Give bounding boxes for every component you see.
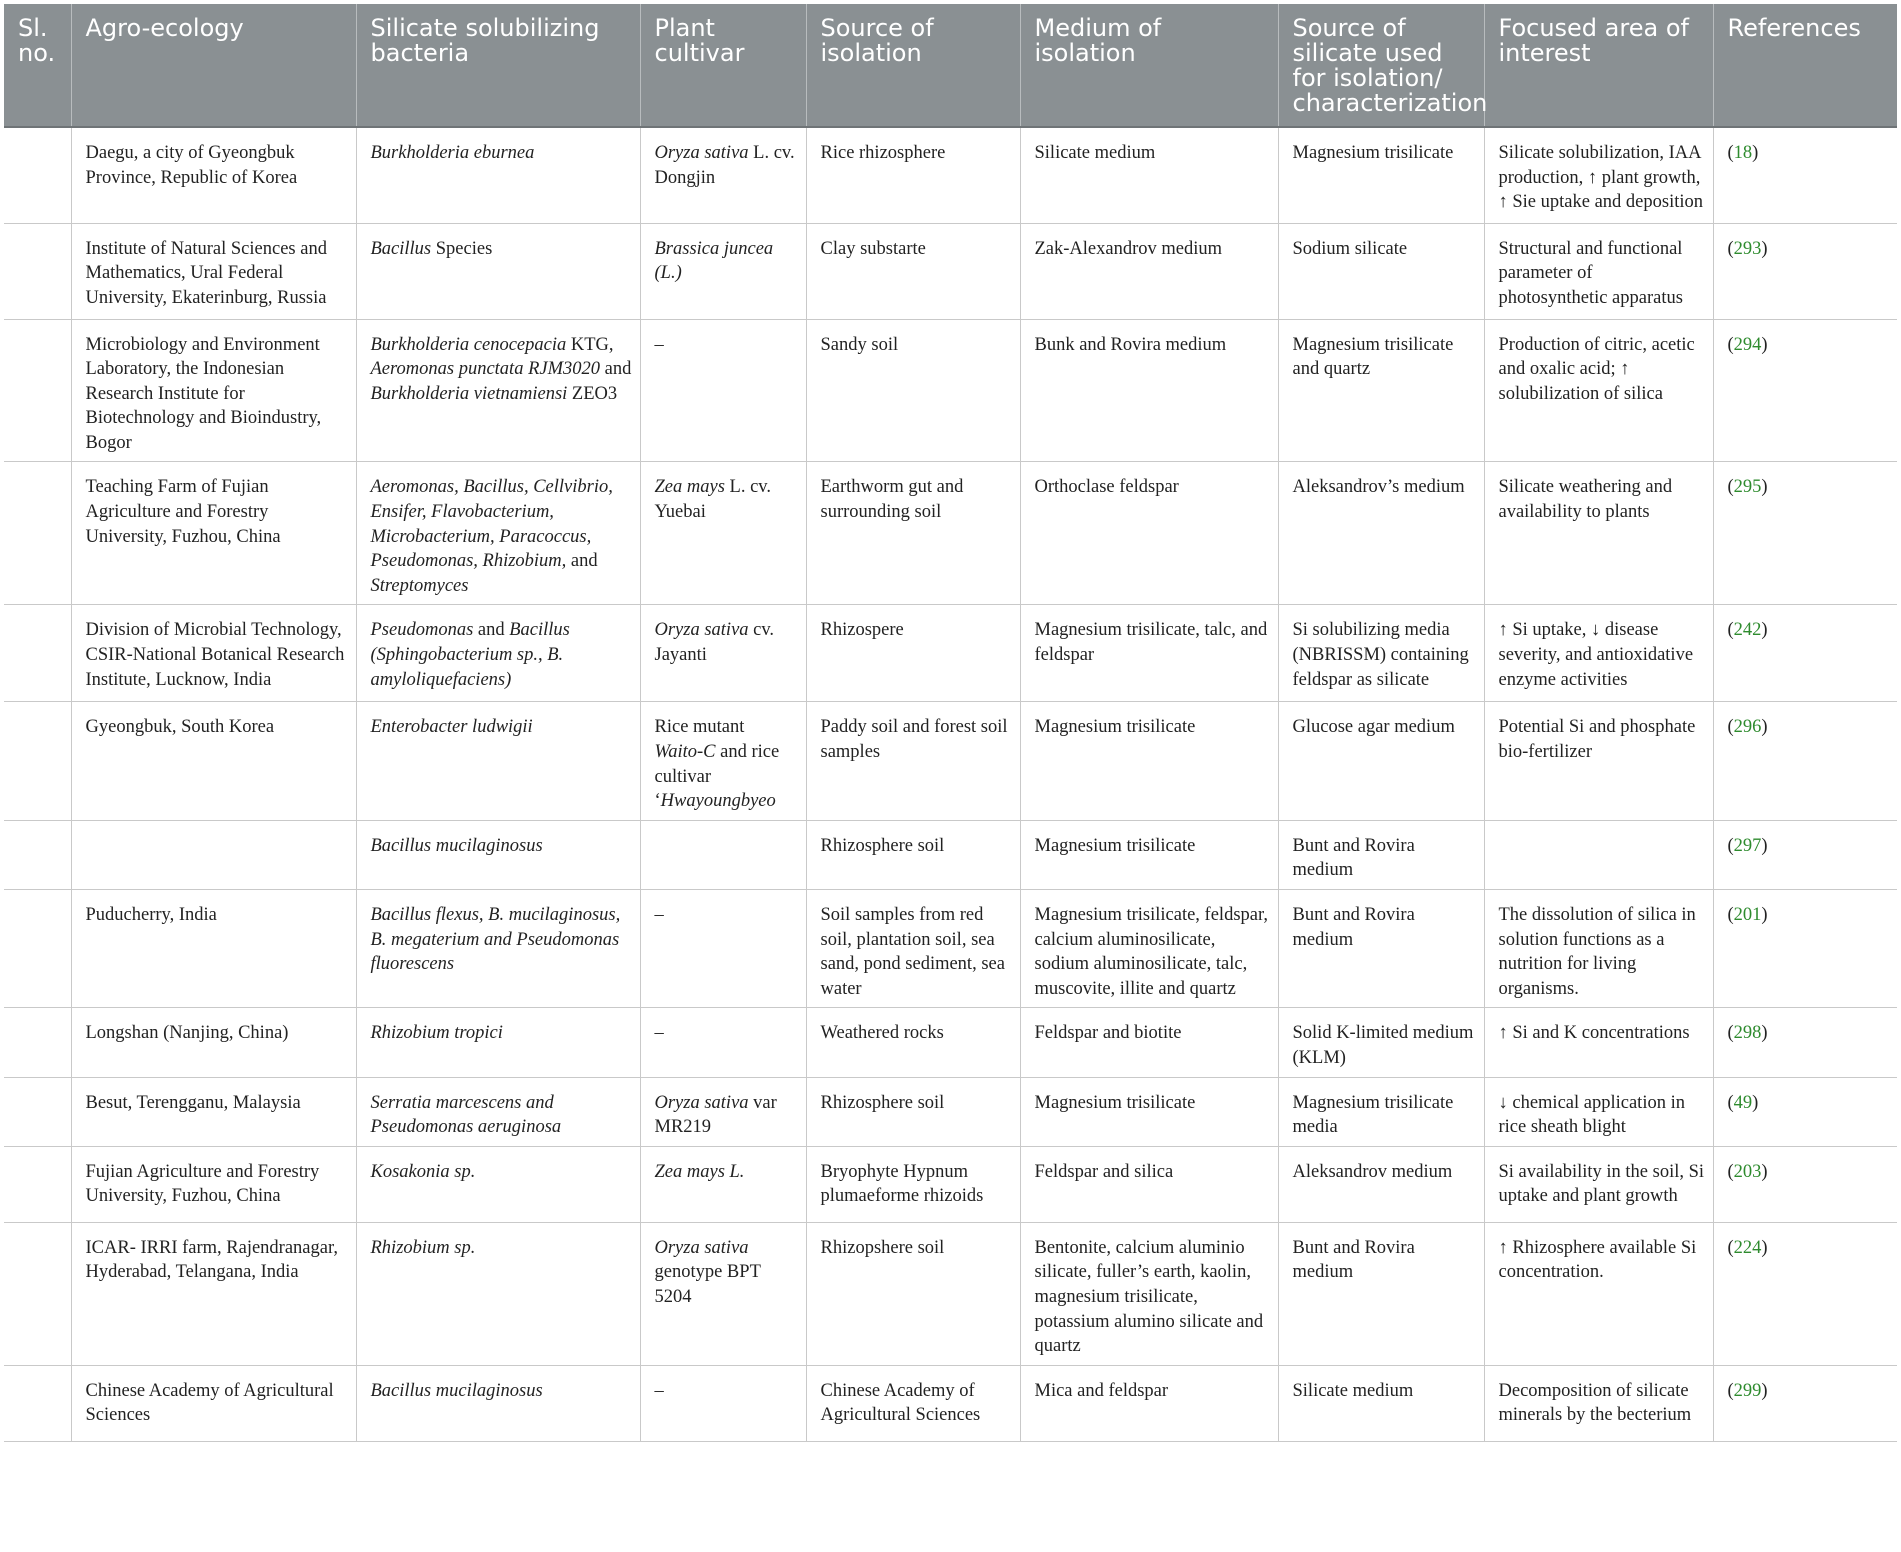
cell-slno: [4, 319, 71, 462]
cell-bacteria-text: Kosakonia sp.: [370, 1161, 476, 1182]
cell-focused-area: ↑ Si uptake, ↓ disease severity, and antioxidative enzyme activities: [1484, 605, 1713, 702]
cell-plant-cultivar-text: Brassica juncea (L.): [654, 238, 774, 284]
cell-source-of-isolation: Bryophyte Hypnum plumaeforme rhizoids: [806, 1146, 1020, 1222]
cell-reference: (201): [1713, 890, 1897, 1008]
cell-bacteria-text: Burkholderia vietnamiensi: [370, 383, 568, 404]
reference-link[interactable]: 296: [1733, 717, 1762, 738]
cell-reference: (296): [1713, 702, 1897, 820]
header-focused-area: Focused area of interest: [1484, 4, 1713, 127]
cell-source-of-silicate: Glucose agar medium: [1278, 702, 1484, 820]
cell-agro-ecology: Division of Microbial Technology, CSIR-National Botanical Research Institute, Lucknow, India: [71, 605, 356, 702]
cell-source-of-isolation: Paddy soil and forest soil samples: [806, 702, 1020, 820]
header-medium-of-isolation: Medium of isolation: [1020, 4, 1278, 127]
cell-reference: (294): [1713, 319, 1897, 462]
cell-agro-ecology: Besut, Terengganu, Malaysia: [71, 1077, 356, 1146]
cell-source-of-isolation: Rhizopshere soil: [806, 1222, 1020, 1365]
reference-link[interactable]: 293: [1733, 238, 1762, 259]
cell-plant-cultivar: [640, 1077, 806, 1146]
cell-plant-cultivar-text: Zea mays L.: [654, 1161, 745, 1182]
cell-medium-of-isolation: Bentonite, calcium aluminio silicate, fuller’s earth, kaolin, magnesium trisilicate, potassium alumino silicate and quartz: [1020, 1222, 1278, 1365]
cell-source-of-silicate: Bunt and Rovira medium: [1278, 1222, 1484, 1365]
cell-plant-cultivar: [640, 462, 806, 605]
cell-focused-area: Structural and functional parameter of photosynthetic apparatus: [1484, 223, 1713, 319]
cell-plant-cultivar-text: Hwayoungbyeo: [660, 791, 776, 812]
cell-plant-cultivar: [640, 1365, 806, 1441]
cell-plant-cultivar-text: Oryza sativa: [654, 1092, 749, 1113]
cell-plant-cultivar-text: var MR219: [654, 1092, 777, 1138]
cell-bacteria-text: and: [600, 359, 632, 380]
header-agro-ecology: Agro-ecology: [71, 4, 356, 127]
cell-bacteria: [356, 1146, 640, 1222]
cell-source-of-silicate: Magnesium trisilicate: [1278, 127, 1484, 223]
cell-bacteria-text: Bacillus mucilaginosus: [370, 1380, 543, 1401]
cell-slno: [4, 223, 71, 319]
reference-link[interactable]: 201: [1733, 905, 1762, 925]
cell-source-of-silicate: Magnesium trisilicate media: [1278, 1077, 1484, 1146]
cell-plant-cultivar-text: –: [654, 1380, 664, 1401]
cell-medium-of-isolation: Silicate medium: [1020, 127, 1278, 223]
cell-source-of-silicate: Bunt and Rovira medium: [1278, 890, 1484, 1008]
cell-plant-cultivar-text: Rice mutant: [654, 717, 745, 738]
reference-link[interactable]: 294: [1733, 334, 1762, 355]
cell-bacteria: [356, 1222, 640, 1365]
cell-medium-of-isolation: Mica and feldspar: [1020, 1365, 1278, 1441]
header-slno: Sl. no.: [4, 4, 71, 127]
table-row: [4, 605, 1897, 702]
cell-slno: [4, 1077, 71, 1146]
cell-bacteria-text: Aeromonas, Bacillus, Cellvibrio, Ensifer, Flavobacterium, Microbacterium, Paracoccus, Pseudomonas, Rhizobium,: [370, 477, 613, 572]
cell-agro-ecology: Teaching Farm of Fujian Agriculture and Forestry University, Fuzhou, China: [71, 462, 356, 605]
cell-plant-cultivar: [640, 223, 806, 319]
cell-focused-area: The dissolution of silica in solution functions as a nutrition for living organisms.: [1484, 890, 1713, 1008]
cell-plant-cultivar-text: Zea mays: [654, 477, 725, 498]
cell-reference: (203): [1713, 1146, 1897, 1222]
cell-focused-area: Silicate weathering and availability to plants: [1484, 462, 1713, 605]
cell-source-of-isolation: Rice rhizosphere: [806, 127, 1020, 223]
cell-slno: [4, 127, 71, 223]
cell-bacteria: [356, 462, 640, 605]
cell-bacteria-text: ZEO3: [567, 383, 618, 404]
reference-link[interactable]: 18: [1733, 143, 1753, 163]
cell-source-of-isolation: Clay substarte: [806, 223, 1020, 319]
cell-reference: (242): [1713, 605, 1897, 702]
cell-bacteria: [356, 605, 640, 702]
reference-link[interactable]: 224: [1733, 1237, 1762, 1258]
cell-source-of-isolation: Weathered rocks: [806, 1008, 1020, 1077]
cell-bacteria-text: Species: [431, 238, 493, 259]
table-row: [4, 1222, 1897, 1365]
cell-source-of-silicate: Aleksandrov’s medium: [1278, 462, 1484, 605]
cell-bacteria: [356, 223, 640, 319]
cell-agro-ecology: Chinese Academy of Agricultural Sciences: [71, 1365, 356, 1441]
cell-bacteria: [356, 890, 640, 1008]
cell-focused-area: ↓ chemical application in rice sheath blight: [1484, 1077, 1713, 1146]
table-row: [4, 1077, 1897, 1146]
table-row: [4, 1008, 1897, 1077]
cell-source-of-silicate: Magnesium trisilicate and quartz: [1278, 319, 1484, 462]
cell-agro-ecology: Microbiology and Environment Laboratory, the Indonesian Research Institute for Biotechnology and Bioindustry, Bogor: [71, 319, 356, 462]
cell-medium-of-isolation: Feldspar and biotite: [1020, 1008, 1278, 1077]
reference-link[interactable]: 49: [1733, 1092, 1753, 1113]
cell-bacteria: [356, 1008, 640, 1077]
cell-source-of-isolation: Soil samples from red soil, plantation soil, sea sand, pond sediment, sea water: [806, 890, 1020, 1008]
cell-source-of-isolation: Chinese Academy of Agricultural Sciences: [806, 1365, 1020, 1441]
cell-bacteria-text: Pseudomonas: [370, 620, 474, 641]
cell-medium-of-isolation: Zak-Alexandrov medium: [1020, 223, 1278, 319]
cell-plant-cultivar-text: Oryza sativa: [654, 1237, 749, 1258]
cell-focused-area: Silicate solubilization, IAA production, ↑ plant growth, ↑ Sie uptake and deposition: [1484, 127, 1713, 223]
silicate-bacteria-table: [4, 4, 1897, 1442]
cell-reference: (298): [1713, 1008, 1897, 1077]
header-source-of-silicate: Source of silicate used for isolation/ characterization: [1278, 4, 1484, 127]
cell-agro-ecology: [71, 820, 356, 889]
cell-bacteria-text: and: [473, 620, 510, 641]
cell-focused-area: ↑ Si and K concentrations: [1484, 1008, 1713, 1077]
cell-bacteria-text: Serratia marcescens and Pseudomonas aeruginosa: [370, 1092, 562, 1138]
cell-plant-cultivar: [640, 127, 806, 223]
cell-source-of-isolation: Rhizosphere soil: [806, 820, 1020, 889]
cell-slno: [4, 1008, 71, 1077]
cell-slno: [4, 1365, 71, 1441]
cell-plant-cultivar: [640, 319, 806, 462]
table-row: [4, 820, 1897, 889]
cell-plant-cultivar-text: genotype BPT 5204: [654, 1262, 761, 1307]
cell-bacteria-text: Bacillus (Sphingobacterium sp., B. amyloliquefaciens): [370, 620, 570, 690]
reference-link[interactable]: 242: [1733, 620, 1762, 641]
cell-medium-of-isolation: Magnesium trisilicate, feldspar, calcium aluminosilicate, sodium aluminosilicate, talc, muscovite, illite and quartz: [1020, 890, 1278, 1008]
cell-reference: (295): [1713, 462, 1897, 605]
cell-focused-area: Production of citric, acetic and oxalic acid; ↑ solubilization of silica: [1484, 319, 1713, 462]
cell-plant-cultivar: [640, 605, 806, 702]
cell-slno: [4, 1222, 71, 1365]
cell-source-of-silicate: Aleksandrov medium: [1278, 1146, 1484, 1222]
cell-bacteria: [356, 1077, 640, 1146]
cell-focused-area: [1484, 820, 1713, 889]
cell-medium-of-isolation: Bunk and Rovira medium: [1020, 319, 1278, 462]
header-references: References: [1713, 4, 1897, 127]
cell-slno: [4, 820, 71, 889]
cell-bacteria: [356, 702, 640, 820]
cell-slno: [4, 890, 71, 1008]
cell-source-of-isolation: Rhizospere: [806, 605, 1020, 702]
cell-medium-of-isolation: Orthoclase feldspar: [1020, 462, 1278, 605]
cell-bacteria: [356, 127, 640, 223]
cell-focused-area: Si availability in the soil, Si uptake and plant growth: [1484, 1146, 1713, 1222]
cell-bacteria: [356, 820, 640, 889]
cell-source-of-silicate: Bunt and Rovira medium: [1278, 820, 1484, 889]
cell-focused-area: ↑ Rhizosphere available Si concentration.: [1484, 1222, 1713, 1365]
reference-link[interactable]: 297: [1733, 835, 1762, 856]
cell-slno: [4, 462, 71, 605]
reference-link[interactable]: 298: [1733, 1023, 1762, 1044]
cell-reference: (49): [1713, 1077, 1897, 1146]
cell-plant-cultivar-text: Oryza sativa: [654, 143, 749, 163]
table-row: [4, 127, 1897, 223]
cell-plant-cultivar-text: L. cv. Dongjin: [654, 143, 795, 188]
cell-reference: (299): [1713, 1365, 1897, 1441]
header-source-of-isolation: Source of isolation: [806, 4, 1020, 127]
cell-slno: [4, 605, 71, 702]
cell-reference: (224): [1713, 1222, 1897, 1365]
cell-source-of-isolation: Earthworm gut and surrounding soil: [806, 462, 1020, 605]
cell-focused-area: Decomposition of silicate minerals by the becterium: [1484, 1365, 1713, 1441]
cell-bacteria-text: KTG,: [566, 334, 614, 355]
cell-bacteria-text: Bacillus mucilaginosus: [370, 835, 543, 856]
cell-agro-ecology: Institute of Natural Sciences and Mathematics, Ural Federal University, Ekaterinburg, Russia: [71, 223, 356, 319]
cell-plant-cultivar: [640, 1222, 806, 1365]
cell-source-of-silicate: Si solubilizing media (NBRISSM) containing feldspar as silicate: [1278, 605, 1484, 702]
cell-reference: (18): [1713, 127, 1897, 223]
table-row: [4, 890, 1897, 1008]
reference-link[interactable]: 203: [1733, 1161, 1762, 1182]
cell-focused-area: Potential Si and phosphate bio-fertilizer: [1484, 702, 1713, 820]
cell-plant-cultivar-text: –: [654, 905, 664, 925]
cell-slno: [4, 702, 71, 820]
cell-source-of-silicate: Silicate medium: [1278, 1365, 1484, 1441]
table-row: [4, 702, 1897, 820]
cell-plant-cultivar-text: Waito-C: [654, 742, 716, 763]
cell-bacteria-text: Rhizobium tropici: [370, 1023, 503, 1044]
cell-agro-ecology: ICAR- IRRI farm, Rajendranagar, Hyderabad, Telangana, India: [71, 1222, 356, 1365]
cell-source-of-isolation: Rhizosphere soil: [806, 1077, 1020, 1146]
cell-reference: (293): [1713, 223, 1897, 319]
cell-plant-cultivar: [640, 1146, 806, 1222]
table-container: [4, 4, 1897, 1442]
cell-plant-cultivar-text: cv. Jayanti: [654, 620, 775, 666]
cell-medium-of-isolation: Magnesium trisilicate, talc, and feldspar: [1020, 605, 1278, 702]
cell-bacteria: [356, 1365, 640, 1441]
cell-bacteria-text: Bacillus: [370, 238, 432, 259]
cell-bacteria: [356, 319, 640, 462]
cell-medium-of-isolation: Feldspar and silica: [1020, 1146, 1278, 1222]
table-body: [4, 127, 1897, 1441]
table-row: [4, 462, 1897, 605]
cell-plant-cultivar-text: –: [654, 1023, 664, 1044]
cell-agro-ecology: Fujian Agriculture and Forestry University, Fuzhou, China: [71, 1146, 356, 1222]
cell-plant-cultivar: [640, 890, 806, 1008]
cell-agro-ecology: Longshan (Nanjing, China): [71, 1008, 356, 1077]
cell-plant-cultivar: [640, 820, 806, 889]
reference-link[interactable]: 295: [1733, 477, 1762, 498]
header-bacteria: Silicate solubilizing bacteria: [356, 4, 640, 127]
table-row: [4, 1365, 1897, 1441]
cell-plant-cultivar-text: and rice cultivar ‘: [654, 742, 780, 812]
cell-plant-cultivar-text: Oryza sativa: [654, 620, 749, 641]
cell-source-of-silicate: Sodium silicate: [1278, 223, 1484, 319]
reference-link[interactable]: 299: [1733, 1380, 1762, 1401]
cell-bacteria-text: Rhizobium sp.: [370, 1237, 476, 1258]
cell-source-of-silicate: Solid K-limited medium (KLM): [1278, 1008, 1484, 1077]
cell-plant-cultivar-text: –: [654, 334, 664, 355]
cell-bacteria-text: Aeromonas punctata RJM3020: [370, 359, 600, 380]
cell-medium-of-isolation: Magnesium trisilicate: [1020, 1077, 1278, 1146]
cell-bacteria-text: Streptomyces: [370, 575, 469, 596]
cell-medium-of-isolation: Magnesium trisilicate: [1020, 820, 1278, 889]
cell-plant-cultivar: [640, 1008, 806, 1077]
cell-agro-ecology: Daegu, a city of Gyeongbuk Province, Republic of Korea: [71, 127, 356, 223]
cell-plant-cultivar-text: L. cv. Yuebai: [654, 477, 771, 523]
table-row: [4, 319, 1897, 462]
cell-plant-cultivar: [640, 702, 806, 820]
table-row: [4, 1146, 1897, 1222]
cell-bacteria-text: and: [566, 551, 598, 572]
cell-reference: (297): [1713, 820, 1897, 889]
cell-agro-ecology: Puducherry, India: [71, 890, 356, 1008]
cell-bacteria-text: Enterobacter ludwigii: [370, 717, 533, 738]
cell-bacteria-text: Burkholderia eburnea: [370, 143, 535, 163]
cell-medium-of-isolation: Magnesium trisilicate: [1020, 702, 1278, 820]
cell-agro-ecology: Gyeongbuk, South Korea: [71, 702, 356, 820]
cell-source-of-isolation: Sandy soil: [806, 319, 1020, 462]
header-plant-cultivar: Plant cultivar: [640, 4, 806, 127]
cell-bacteria-text: Burkholderia cenocepacia: [370, 334, 567, 355]
header-row: [4, 4, 1897, 127]
table-row: [4, 223, 1897, 319]
cell-slno: [4, 1146, 71, 1222]
cell-bacteria-text: Bacillus flexus, B. mucilaginosus, B. megaterium and Pseudomonas fluorescens: [370, 905, 621, 975]
